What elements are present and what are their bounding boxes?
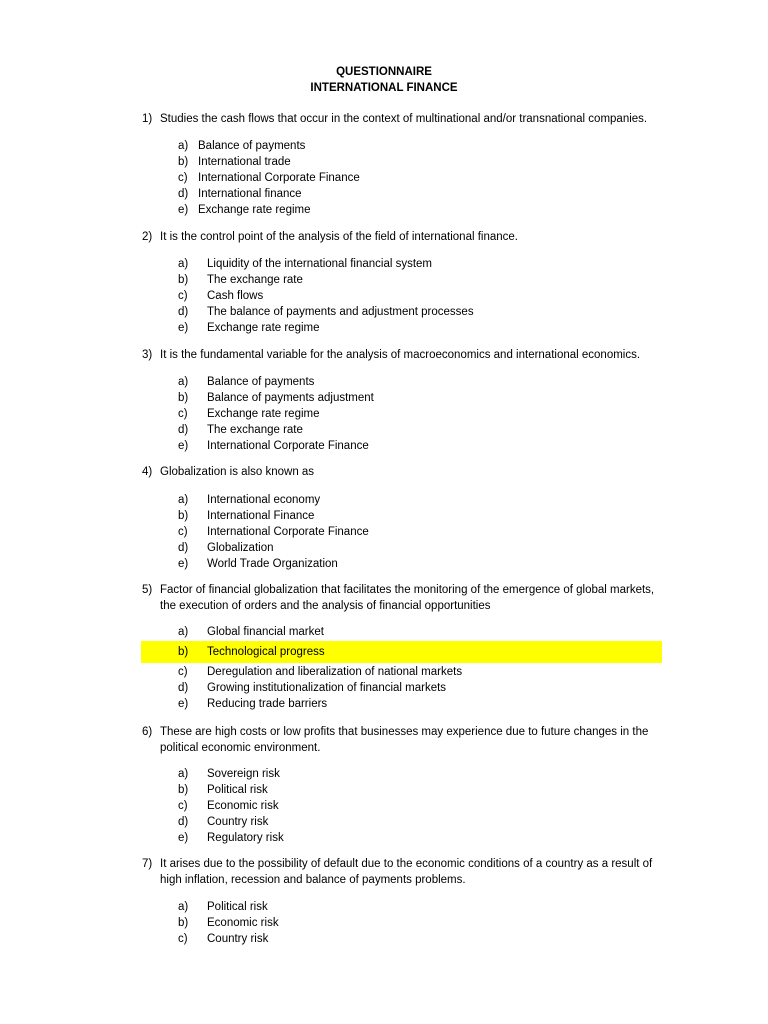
option-item: [178, 492, 662, 508]
option-item: [178, 256, 662, 272]
option-item: [178, 915, 662, 931]
question-text: Studies the cash flows that occur in the context of multinational and/or transnational companies.: [160, 113, 648, 125]
option-text: World Trade Organization: [207, 558, 338, 570]
option-text: International Corporate Finance: [207, 526, 369, 538]
option-letter: a): [178, 768, 189, 780]
option-text: Balance of payments: [198, 140, 306, 152]
option-letter: c): [178, 408, 188, 420]
option-text: Economic risk: [207, 800, 279, 812]
option-item: [178, 664, 662, 680]
option-item: [178, 304, 662, 320]
question-6: [142, 724, 662, 756]
option-text: International Corporate Finance: [207, 440, 369, 452]
option-item: [178, 422, 662, 438]
option-item: [178, 524, 662, 540]
option-item: [178, 680, 662, 696]
option-item: [178, 170, 662, 186]
question-number: 4): [142, 466, 153, 478]
option-text: Reducing trade barriers: [207, 698, 328, 710]
question-text: It arises due to the possibility of default due to the economic conditions of a country as a result of high inflation, recession and balance of payments problems.: [160, 858, 653, 886]
option-item: [178, 390, 662, 406]
option-letter: e): [178, 322, 189, 334]
question-2-options: [178, 256, 662, 336]
option-item: [178, 138, 662, 154]
option-item: [178, 624, 662, 640]
option-item: [178, 288, 662, 304]
question-1: [142, 111, 662, 127]
option-text: Growing institutionalization of financial markets: [207, 682, 447, 694]
option-letter: d): [178, 682, 189, 694]
option-text: The balance of payments and adjustment processes: [207, 306, 474, 318]
option-letter: b): [178, 510, 189, 522]
option-item: [178, 782, 662, 798]
option-item: [178, 320, 662, 336]
option-text: The exchange rate: [207, 274, 303, 286]
option-item: [178, 202, 662, 218]
option-letter: b): [178, 274, 189, 286]
option-letter: b): [178, 646, 189, 658]
question-7: [142, 856, 662, 888]
option-text: Exchange rate regime: [207, 322, 320, 334]
option-item: [178, 696, 662, 712]
option-letter: d): [178, 306, 189, 318]
question-5: [142, 582, 662, 614]
option-letter: a): [178, 376, 189, 388]
option-letter: d): [178, 188, 189, 200]
option-item: [178, 540, 662, 556]
option-letter: d): [178, 542, 189, 554]
option-letter: c): [178, 526, 188, 538]
option-item: [178, 406, 662, 422]
option-item: [178, 814, 662, 830]
option-letter: b): [178, 156, 189, 168]
option-letter: e): [178, 832, 189, 844]
option-text: Balance of payments adjustment: [207, 392, 374, 404]
option-item: [178, 931, 662, 947]
option-text: Sovereign risk: [207, 768, 280, 780]
option-letter: a): [178, 258, 189, 270]
question-6-options: [178, 766, 662, 846]
option-item: [178, 830, 662, 846]
option-text: International finance: [198, 188, 302, 200]
option-text: Deregulation and liberalization of national markets: [207, 666, 463, 678]
option-letter: e): [178, 440, 189, 452]
question-2: [142, 229, 662, 245]
option-text: International trade: [198, 156, 291, 168]
question-5-options: [178, 624, 662, 712]
question-3-options: [178, 374, 662, 454]
option-item: [178, 186, 662, 202]
option-letter: c): [178, 800, 188, 812]
option-letter: a): [178, 626, 189, 638]
question-4: [142, 464, 662, 480]
option-text: Economic risk: [207, 917, 279, 929]
option-letter: e): [178, 698, 189, 710]
option-letter: c): [178, 172, 188, 184]
question-number: 3): [142, 349, 153, 361]
option-item: [178, 899, 662, 915]
option-text: Balance of payments: [207, 376, 315, 388]
option-letter: d): [178, 816, 189, 828]
document-subtitle: INTERNATIONAL FINANCE: [310, 82, 458, 94]
question-text: Factor of financial globalization that facilitates the monitoring of the emergence of global markets, the execution of orders and the analysis of financial opportunities: [160, 584, 655, 612]
option-text: Political risk: [207, 784, 268, 796]
question-text: It is the control point of the analysis of the field of international finance.: [160, 231, 518, 243]
option-item: [178, 438, 662, 454]
option-text: Exchange rate regime: [198, 204, 311, 216]
option-letter: b): [178, 917, 189, 929]
option-letter: e): [178, 558, 189, 570]
question-number: 1): [142, 113, 153, 125]
option-item: [178, 272, 662, 288]
option-letter: b): [178, 392, 189, 404]
option-item: [178, 154, 662, 170]
question-number: 6): [142, 726, 153, 738]
option-text: Country risk: [207, 816, 269, 828]
question-text: These are high costs or low profits that businesses may experience due to future changes in the political economic environment.: [160, 726, 649, 754]
option-letter: a): [178, 901, 189, 913]
question-text: It is the fundamental variable for the analysis of macroeconomics and international economics.: [160, 349, 641, 361]
option-text: Regulatory risk: [207, 832, 284, 844]
option-item: [178, 766, 662, 782]
question-4-options: [178, 492, 662, 572]
option-text: The exchange rate: [207, 424, 303, 436]
option-text: Country risk: [207, 933, 269, 945]
option-letter: c): [178, 666, 188, 678]
option-item: [178, 798, 662, 814]
option-letter: e): [178, 204, 189, 216]
document-title: QUESTIONNAIRE: [336, 66, 432, 78]
option-letter: c): [178, 290, 188, 302]
question-number: 2): [142, 231, 153, 243]
question-1-options: [178, 138, 662, 218]
option-letter: c): [178, 933, 188, 945]
option-letter: d): [178, 424, 189, 436]
option-text: Global financial market: [207, 626, 324, 638]
option-letter: a): [178, 494, 189, 506]
question-text: Globalization is also known as: [160, 466, 315, 478]
question-number: 7): [142, 858, 153, 870]
option-text: Technological progress: [207, 646, 325, 658]
option-text: Exchange rate regime: [207, 408, 320, 420]
option-text: Political risk: [207, 901, 268, 913]
question-number: 5): [142, 584, 153, 596]
option-text: Cash flows: [207, 290, 264, 302]
option-text: Liquidity of the international financial system: [207, 258, 433, 270]
option-letter: a): [178, 140, 189, 152]
option-text: International Corporate Finance: [198, 172, 360, 184]
option-item: [178, 508, 662, 524]
option-text: International economy: [207, 494, 321, 506]
option-text: Globalization: [207, 542, 274, 554]
option-letter: b): [178, 784, 189, 796]
option-item: [178, 374, 662, 390]
option-item: [178, 556, 662, 572]
question-7-options: [178, 899, 662, 947]
question-3: [142, 347, 662, 363]
option-text: International Finance: [207, 510, 315, 522]
option-item-highlighted: [178, 644, 662, 660]
